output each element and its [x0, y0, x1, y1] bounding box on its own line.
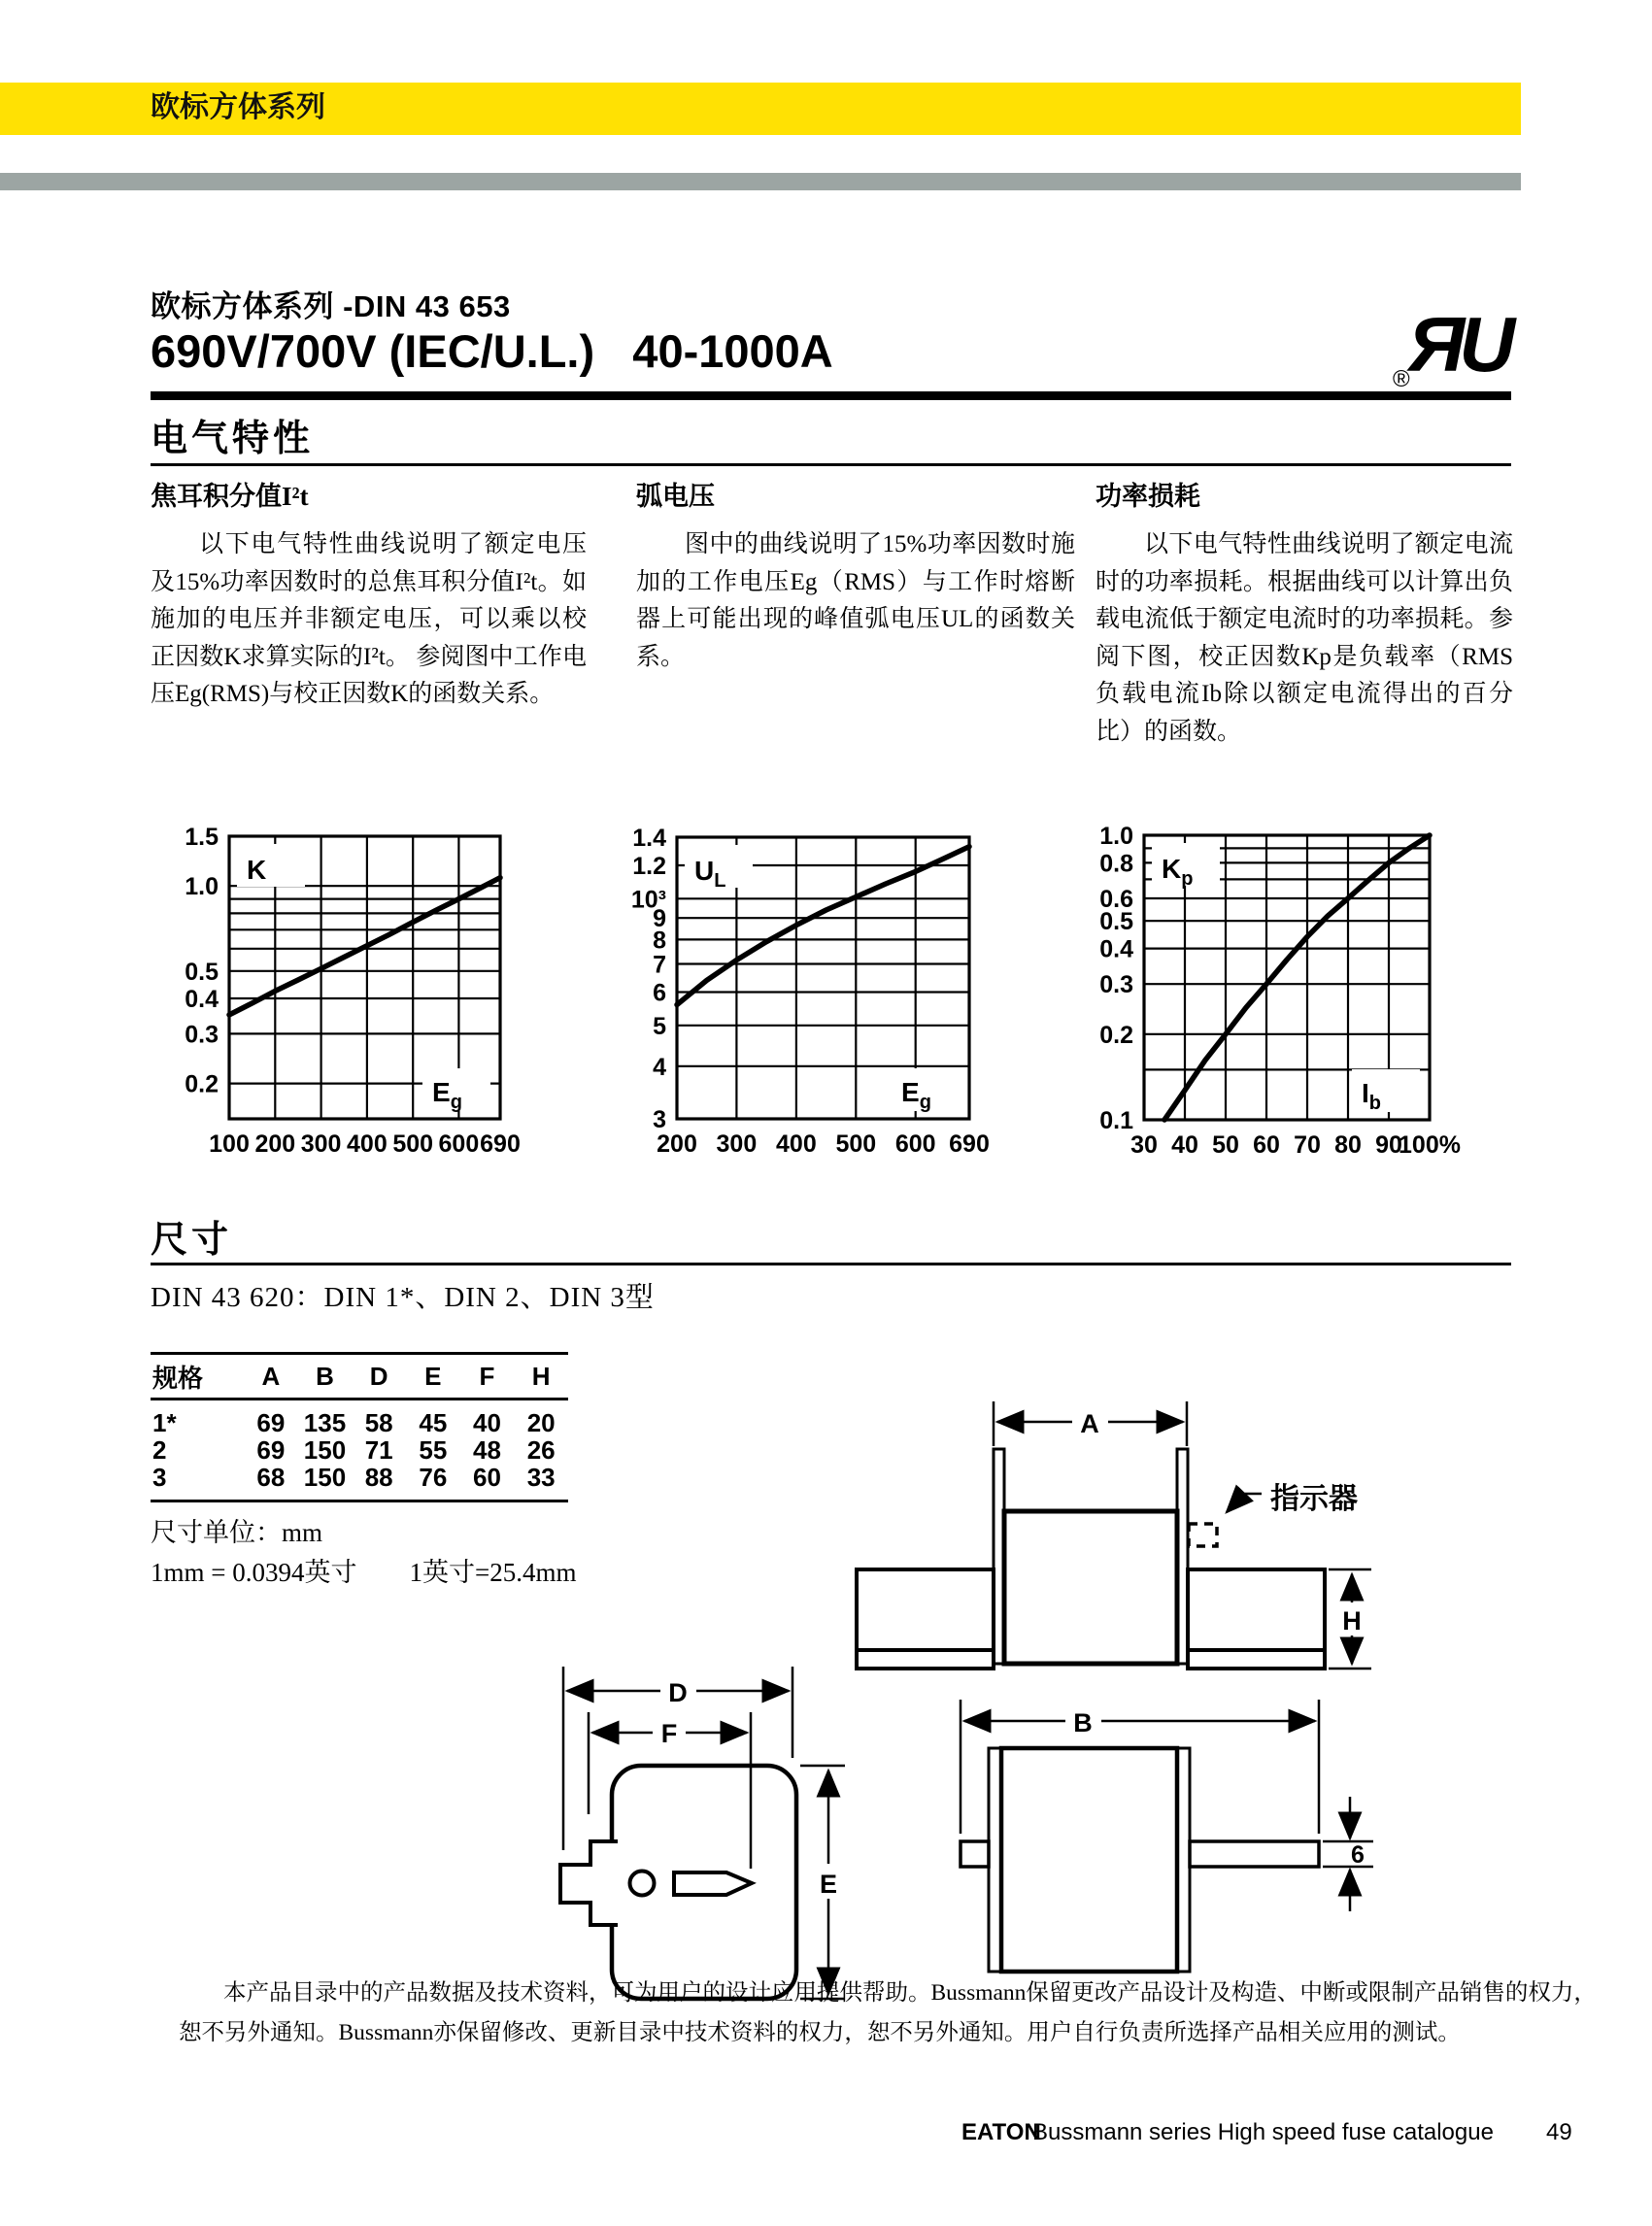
- registered-symbol: ®: [1393, 366, 1410, 390]
- svg-text:K: K: [247, 855, 267, 885]
- svg-text:300: 300: [300, 1130, 342, 1158]
- svg-text:Eg: $E_g$: [901, 1077, 931, 1113]
- table-cell: 60: [473, 1463, 501, 1492]
- table-cell: 69: [256, 1408, 286, 1437]
- section-dimensions-heading: 尺寸: [151, 1220, 233, 1261]
- dim-label-f: F: [660, 1719, 678, 1748]
- svg-text:0.1: 0.1: [1099, 1107, 1133, 1134]
- divider-bar: [0, 173, 1521, 190]
- column-arc-voltage-body: 图中的曲线说明了15%功率因数时施加的工作电压Eg（RMS）与工作时熔断器上可能出现的峰值弧电压UL的函数关系。: [636, 531, 1075, 670]
- mounting-hole: [630, 1872, 655, 1896]
- table-cell: 150: [303, 1435, 347, 1465]
- table-header-cell: D: [369, 1361, 388, 1391]
- table-header-cell: F: [479, 1361, 495, 1391]
- column-i2t-body: 以下电气特性曲线说明了额定电压及15%功率因数时的总焦耳积分值I²t。如施加的电压并非额定电压，可以乘以校正因数K求算实际的I²t。 参阅图中工作电压Eg(RMS)与校正因数K的函数关系。: [151, 531, 587, 707]
- svg-text:3: 3: [653, 1106, 666, 1133]
- column-arc-voltage: [636, 475, 1075, 676]
- dim-label-b: B: [1073, 1708, 1093, 1737]
- svg-text:690: 690: [949, 1130, 990, 1158]
- svg-text:0.5: 0.5: [185, 958, 219, 986]
- svg-text:1.5: 1.5: [185, 824, 219, 851]
- svg-text:Ib: $I_b$: [1362, 1078, 1381, 1114]
- svg-text:5: 5: [653, 1012, 666, 1040]
- table-cell: 76: [419, 1463, 448, 1492]
- dim-label-d: D: [668, 1678, 688, 1707]
- svg-text:40: 40: [1171, 1131, 1198, 1159]
- series-subtitle: 欧标方体系列 -DIN 43 653: [151, 289, 511, 323]
- disclaimer-line-2: 恕不另外通知。Bussmann亦保留修改、更新目录中技术资料的权力，恕不另外通知。用户自行负责所选择产品相关应用的测试。: [179, 2020, 1461, 2045]
- svg-text:70: 70: [1294, 1131, 1321, 1159]
- conversion-note: 1mm = 0.0394英寸 1英寸=25.4mm: [151, 1558, 577, 1587]
- svg-text:1.0: 1.0: [1099, 823, 1133, 850]
- svg-text:50: 50: [1212, 1131, 1239, 1159]
- chart-power-loss-correction: [1052, 806, 1507, 1188]
- svg-text:0.2: 0.2: [1099, 1021, 1133, 1049]
- table-cell: 40: [473, 1408, 501, 1437]
- table-header-cell: A: [261, 1361, 281, 1391]
- page-number: 49: [1546, 2119, 1572, 2145]
- svg-text:9: 9: [653, 905, 666, 933]
- disclaimer-line-1: 本产品目录中的产品数据及技术资料，可为用户的设计应用提供帮助。Bussmann保留更改产品设计及构造、中断或限制产品销售的权力，: [223, 1980, 1597, 2006]
- dim-label-thickness: 6: [1351, 1841, 1365, 1869]
- section-dimensions-rule: [151, 1263, 1511, 1265]
- svg-text:0.6: 0.6: [1099, 886, 1133, 913]
- table-cell: 58: [364, 1408, 393, 1437]
- table-cell: 20: [526, 1408, 556, 1437]
- svg-text:UL: $U_L$: [694, 856, 726, 892]
- section-electrical-rule: [151, 463, 1511, 466]
- table-cell: 69: [256, 1435, 286, 1465]
- column-i2t-heading: 焦耳积分值I²t: [151, 482, 309, 511]
- footer-catalogue-title: Bussmann series High speed fuse catalogue: [1032, 2119, 1494, 2145]
- table-cell: 135: [303, 1408, 347, 1437]
- svg-text:200: 200: [657, 1130, 697, 1158]
- svg-text:100: 100: [209, 1130, 250, 1158]
- table-cell: 1*: [152, 1408, 177, 1437]
- dim-label-e: E: [819, 1870, 838, 1899]
- svg-text:1.4: 1.4: [632, 825, 666, 852]
- table-cell: 68: [256, 1463, 286, 1492]
- svg-text:1.2: 1.2: [632, 853, 666, 880]
- column-power-loss-heading: 功率损耗: [1096, 482, 1200, 511]
- svg-text:10³: 10³: [630, 886, 666, 914]
- svg-text:400: 400: [347, 1130, 388, 1158]
- table-row: [151, 1408, 568, 1435]
- svg-text:690: 690: [480, 1130, 521, 1158]
- ul-mark-letters: ЯU: [1408, 301, 1510, 388]
- svg-text:0.5: 0.5: [1099, 908, 1133, 936]
- svg-text:6: 6: [653, 979, 666, 1007]
- svg-text:0.8: 0.8: [1099, 850, 1133, 878]
- ul-recognized-mark: [1391, 291, 1522, 390]
- title-rule: [151, 391, 1511, 400]
- table-cell: 88: [364, 1463, 393, 1492]
- table-cell: 3: [152, 1463, 167, 1492]
- column-i2t: [151, 475, 587, 714]
- svg-text:500: 500: [835, 1130, 877, 1158]
- dimension-drawings: [544, 1389, 1457, 2020]
- svg-text:4: 4: [653, 1053, 666, 1081]
- unit-note: 尺寸单位：mm: [151, 1518, 323, 1547]
- svg-text:0.4: 0.4: [185, 986, 219, 1013]
- page-title: 690V/700V (IEC/U.L.) 40-1000A: [151, 325, 833, 377]
- dim-label-h: H: [1342, 1606, 1362, 1636]
- svg-text:600: 600: [894, 1130, 936, 1158]
- table-cell: 71: [364, 1435, 393, 1465]
- series-banner-label: 欧标方体系列: [151, 91, 325, 123]
- svg-text:Kp: $K_p$: [1162, 854, 1194, 890]
- indicator-dashed-box: [1189, 1524, 1217, 1546]
- column-power-loss-body: 以下电气特性曲线说明了额定电流时的功率损耗。根据曲线可以计算出负载电流低于额定电流时的功率损耗。参阅下图，校正因数Kp是负载率（RMS负载电流Ib除以额定电流得出的百分比）的函数。: [1096, 531, 1513, 745]
- table-header-cell: H: [531, 1361, 551, 1391]
- svg-text:0.2: 0.2: [185, 1070, 219, 1098]
- svg-text:7: 7: [653, 951, 666, 979]
- table-cell: 33: [526, 1463, 556, 1492]
- indicator-label: 指示器: [1270, 1483, 1358, 1515]
- svg-text:400: 400: [776, 1130, 817, 1158]
- right-blade: [1190, 1841, 1319, 1867]
- svg-text:80: 80: [1334, 1131, 1362, 1159]
- svg-text:90: 90: [1375, 1131, 1402, 1159]
- front-view-drawing: [857, 1401, 1371, 1669]
- table-cell: 45: [419, 1408, 448, 1437]
- dimension-table: [151, 1352, 568, 1502]
- side-view-drawing: [560, 1667, 846, 1999]
- table-row: [151, 1435, 568, 1463]
- top-view-drawing: [961, 1700, 1373, 1972]
- table-header-cell: 规格: [152, 1363, 204, 1393]
- din-spec-line: DIN 43 620：DIN 1*、DIN 2、DIN 3型: [151, 1282, 655, 1313]
- column-arc-voltage-heading: 弧电压: [636, 482, 715, 511]
- svg-text:300: 300: [716, 1130, 758, 1158]
- svg-text:30: 30: [1130, 1131, 1158, 1159]
- table-header-row: [151, 1355, 568, 1400]
- svg-text:0.3: 0.3: [185, 1021, 219, 1049]
- svg-text:100%: 100%: [1399, 1131, 1461, 1159]
- key-notch: [560, 1841, 618, 1925]
- svg-text:Eg: $E_g$: [432, 1077, 462, 1113]
- svg-text:0.3: 0.3: [1099, 971, 1133, 999]
- indicator-leader-arrow: [1227, 1494, 1262, 1512]
- table-header-cell: B: [316, 1361, 334, 1391]
- svg-text:60: 60: [1253, 1131, 1280, 1159]
- svg-text:500: 500: [392, 1130, 434, 1158]
- series-banner: [0, 83, 1521, 135]
- svg-text:200: 200: [254, 1130, 296, 1158]
- chart-arc-voltage: [585, 808, 1047, 1187]
- left-blade-stub: [961, 1841, 989, 1867]
- table-cell: 48: [473, 1435, 501, 1465]
- table-row: [151, 1463, 568, 1490]
- footer-brand: EATON: [961, 2119, 1041, 2145]
- section-electrical-heading: 电气特性: [151, 419, 315, 459]
- chart-k-correction-factor: [137, 807, 578, 1187]
- column-power-loss: [1096, 475, 1513, 751]
- table-cell: 55: [419, 1435, 448, 1465]
- table-header-cell: E: [424, 1361, 442, 1391]
- table-cell: 26: [526, 1435, 556, 1465]
- svg-text:0.4: 0.4: [1099, 935, 1133, 963]
- dim-label-a: A: [1080, 1409, 1099, 1438]
- svg-text:1.0: 1.0: [185, 873, 219, 901]
- table-cell: 2: [152, 1435, 167, 1465]
- svg-text:8: 8: [653, 927, 666, 955]
- svg-text:600: 600: [438, 1130, 480, 1158]
- table-cell: 150: [303, 1463, 347, 1492]
